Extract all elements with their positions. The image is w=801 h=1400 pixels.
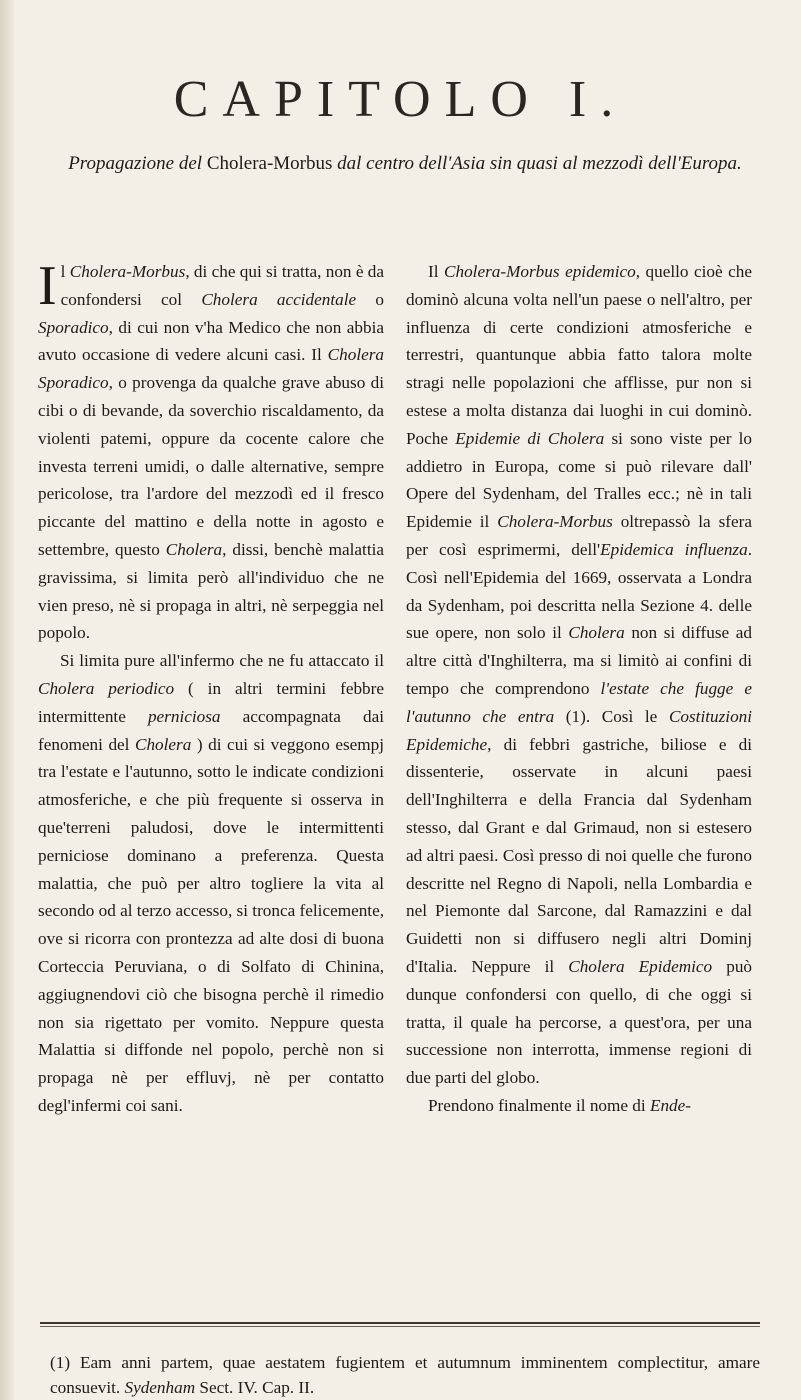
subtitle-suffix: dal centro dell'Asia sin quasi al mezzodì dell'Europa.	[337, 153, 742, 174]
chapter-title: CAPITOLO I.	[173, 71, 628, 128]
left-paragraph-1: Il Cholera-Morbus, di che qui si tratta, non è da confondersi col Cholera accidentale o Sporadico, di cui non v'ha Medico che non abbia avuto occasione di vedere alcuni casi. Il Cholera Sporadico, o provenga da qualche grave abuso di cibi o di bevande, da soverchio riscaldamento, da violenti patemi, oppure da cocente calore che investa terreni umidi, o dalle alternative, sempre pericolose, tra l'ardore del mezzodì ed il fresco piccante del mattino e della notte in agosto e settembre, questo Cholera, dissi, benchè malattia gravissima, si limita però all'individuo che ne vien preso, nè si propaga in altri, nè serpeggia nel popolo.	[38, 255, 385, 643]
subtitle-subject: Cholera-Morbus	[206, 153, 333, 174]
footnote-divider-thin	[40, 1326, 760, 1327]
footnote-divider	[40, 1322, 760, 1324]
right-paragraph-1: Il Cholera-Morbus epidemico, quello cioè che dominò alcuna volta nell'un paese o nell'altro, per influenza di certe condizioni atmosferiche e terrestri, quantunque abbia fatto talora molte stragi nelle popolazioni che afflisse, pur non si estese a molta distanza dai luoghi in cui dominò. Poche Epidemie di Cholera si sono viste per lo addietro in Europa, come si può rilevare dall' Opere del Sydenham, del Tralles ecc.; nè in tali Epidemie il Cholera-Morbus oltrepassò la sfera per così esprimermi, dell'Epidemica influenza. Così nell'Epidemia del 1669, osservata a Londra da Sydenham, poi descritta nella Sezione 4. delle sue opere, non solo il Cholera non si diffuse ad altre città d'Inghilterra, ma si limitò ai confini di tempo che comprendono l'estate che fugge e l'autunno che entra (1). Così le Costituzioni Epidemiche, di febbri gastriche, biliose e di dissenterie, osservate in alcuni paesi dell'Inghilterra e della Francia dal Sydenham stesso, dal Grant e dal Grimaud, non si estesero ad altri paesi. Così presso di noi quelle che furono descritte nel Regno di Napoli, nella Lombardia e nel Piemonte dal Sarcone, dal Ramazzini e dal Guidetti non si diffusero negli altri Dominj d'Italia. Neppure il Cholera Epidemico può dunque confondersi con quello, di che oggi si tratta, il quale ha percorse, a quest'ora, per una successione non interrotta, immense regioni di due parti del globo.	[406, 262, 753, 1088]
subtitle-prefix: Propagazione del	[68, 153, 203, 174]
chapter-subtitle	[60, 150, 750, 177]
footnote-author: Sydenham	[124, 1378, 196, 1397]
drop-cap: I	[38, 255, 57, 317]
page-binding-edge	[0, 0, 14, 1400]
right-paragraph-2: Prendono finalmente il nome di Ende-	[428, 1095, 692, 1115]
left-column	[38, 255, 385, 1120]
footnote: (1) Eam anni partem, quae aestatem fugientem et autumnum imminentem complectitur, amare consuevit. Sydenham Sect. IV. Cap. II.	[50, 1353, 760, 1397]
left-paragraph-2: Si limita pure all'infermo che ne fu attaccato il Cholera periodico ( in altri termini febbre intermittente perniciosa accompagnata dai fenomeni del Cholera ) di cui si veggono esempj tra l'estate e l'autunno, sotto le indicate condizioni atmosferiche, e che più frequente si osserva in que'terreni paludosi, dove le intermittenti perniciose dominano a preferenza. Questa malattia, che può per altro togliere la vita al secondo od al terzo accesso, si tronca felicemente, ove si ricorra con prontezza ad alte dosi di buona Corteccia Peruviana, o di Solfato di Chinina, aggiugnendovi ciò che bisogna perchè il rimedio non sia rigettato per vomito. Neppure questa Malattia si diffonde nel popolo, perchè non si propaga nè per effluvj, nè per contatto degl'infermi coi sani.	[38, 651, 385, 1115]
right-column	[406, 258, 752, 1120]
